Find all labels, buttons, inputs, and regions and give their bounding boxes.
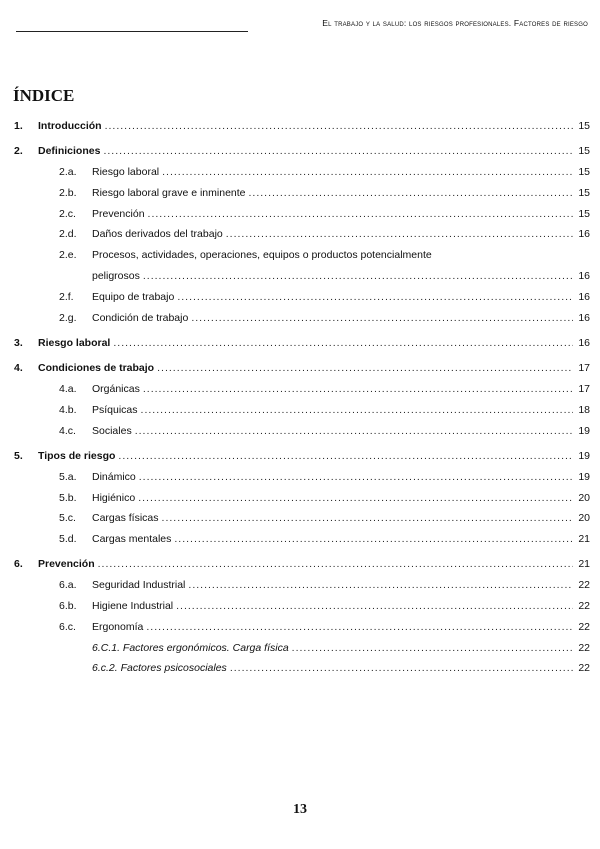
toc-entry-number: 2. bbox=[14, 145, 23, 158]
dot-leader bbox=[118, 446, 573, 467]
toc-entry-page: 16 bbox=[578, 290, 590, 303]
toc-entry-leader-line bbox=[92, 400, 576, 421]
toc-entry bbox=[0, 596, 600, 617]
dot-leader bbox=[191, 308, 573, 329]
toc-entry-number: 4.b. bbox=[59, 403, 77, 416]
toc-entry bbox=[0, 467, 600, 488]
toc-entry-leader-line bbox=[38, 141, 576, 162]
toc-entry bbox=[0, 116, 600, 137]
page-number: 13 bbox=[293, 802, 307, 817]
toc-entry-number: 5.b. bbox=[59, 491, 77, 504]
toc-entry-label: Definiciones bbox=[38, 145, 101, 158]
toc-entry-number: 4.a. bbox=[59, 383, 77, 396]
toc-entry-label: 6.C.1. Factores ergonómicos. Carga física bbox=[92, 641, 289, 654]
toc-entry-label: Sociales bbox=[92, 424, 132, 437]
toc-entry-page: 15 bbox=[578, 145, 590, 158]
toc-entry-page: 17 bbox=[578, 383, 590, 396]
toc-entry-page: 18 bbox=[578, 403, 590, 416]
dot-leader bbox=[138, 488, 573, 509]
toc-entry-leader-line bbox=[38, 358, 576, 379]
toc-entry-label: Higiénico bbox=[92, 491, 136, 504]
dot-leader bbox=[230, 658, 573, 679]
header-rule bbox=[16, 31, 248, 32]
dot-leader bbox=[139, 467, 573, 488]
toc-entry bbox=[0, 333, 600, 354]
toc-entry-leader-line bbox=[92, 658, 576, 679]
toc-entry-leader-line bbox=[92, 224, 576, 245]
dot-leader bbox=[226, 224, 573, 245]
table-of-contents bbox=[0, 116, 600, 679]
toc-entry-leader-line bbox=[92, 162, 576, 183]
toc-entry-number: 3. bbox=[14, 336, 23, 349]
toc-entry-label: Seguridad Industrial bbox=[92, 579, 186, 592]
toc-entry-page: 21 bbox=[578, 533, 590, 546]
toc-entry-leader-line bbox=[92, 488, 576, 509]
toc-entry-page: 19 bbox=[578, 424, 590, 437]
dot-leader bbox=[292, 638, 573, 659]
toc-entry-number: 5. bbox=[14, 449, 23, 462]
toc-entry bbox=[0, 183, 600, 204]
dot-leader bbox=[103, 141, 573, 162]
toc-entry bbox=[0, 421, 600, 442]
toc-entry-label: Orgánicas bbox=[92, 383, 140, 396]
toc-entry-page: 15 bbox=[578, 120, 590, 132]
toc-entry bbox=[0, 358, 600, 379]
toc-entry-label: Prevención bbox=[92, 207, 145, 220]
toc-entry-page: 22 bbox=[578, 600, 590, 613]
toc-entry-label: 6.c.2. Factores psicosociales bbox=[92, 662, 227, 675]
toc-entry bbox=[0, 245, 600, 266]
toc-entry bbox=[0, 400, 600, 421]
header-text: El trabajo y la salud: los riesgos profesionales. Factores de riesgo bbox=[322, 18, 588, 28]
toc-entry-number: 2.b. bbox=[59, 186, 77, 199]
toc-entry-label: Psíquicas bbox=[92, 403, 138, 416]
toc-entry-page: 19 bbox=[578, 470, 590, 483]
toc-entry-label: Equipo de trabajo bbox=[92, 290, 175, 303]
toc-entry-page: 17 bbox=[578, 362, 590, 375]
toc-entry-leader-line bbox=[92, 379, 576, 400]
toc-entry-number: 5.c. bbox=[59, 512, 76, 525]
dot-leader bbox=[148, 204, 573, 225]
toc-entry-leader-line bbox=[92, 183, 576, 204]
toc-entry-label: Cargas mentales bbox=[92, 533, 172, 546]
dot-leader bbox=[135, 421, 573, 442]
toc-entry-page: 16 bbox=[578, 270, 590, 283]
toc-entry-number: 6.b. bbox=[59, 600, 77, 613]
toc-entry-leader-line bbox=[92, 529, 576, 550]
toc-entry-number: 2.c. bbox=[59, 207, 76, 220]
toc-entry-page: 16 bbox=[578, 336, 590, 349]
toc-entry-number: 2.d. bbox=[59, 228, 77, 241]
toc-entry bbox=[0, 488, 600, 509]
toc-entry bbox=[0, 508, 600, 529]
toc-entry-leader-line bbox=[92, 467, 576, 488]
toc-entry-label: Condiciones de trabajo bbox=[38, 362, 155, 375]
toc-entry-leader-line bbox=[92, 308, 576, 329]
toc-entry-page: 16 bbox=[578, 228, 590, 241]
toc-entry-label: Prevención bbox=[38, 558, 95, 571]
toc-entry-page: 20 bbox=[578, 512, 590, 525]
toc-entry-label: Dinámico bbox=[92, 470, 136, 483]
toc-entry-leader-line bbox=[92, 596, 576, 617]
page-title: ÍNDICE bbox=[13, 86, 75, 105]
toc-entry-leader-line bbox=[92, 287, 576, 308]
dot-leader bbox=[143, 379, 573, 400]
dot-leader bbox=[176, 596, 573, 617]
toc-entry bbox=[0, 224, 600, 245]
toc-entry-page: 15 bbox=[578, 186, 590, 199]
toc-entry bbox=[0, 141, 600, 162]
toc-entry-label: Daños derivados del trabajo bbox=[92, 228, 223, 241]
toc-entry-label: Procesos, actividades, operaciones, equipos o productos potencialmente bbox=[92, 249, 432, 262]
toc-entry-number: 6. bbox=[14, 558, 23, 571]
toc-entry bbox=[0, 204, 600, 225]
toc-entry-page: 15 bbox=[578, 207, 590, 220]
dot-leader bbox=[141, 400, 573, 421]
toc-entry-number: 5.d. bbox=[59, 533, 77, 546]
toc-entry-number: 2.f. bbox=[59, 290, 74, 303]
toc-entry bbox=[0, 308, 600, 329]
toc-entry-number: 5.a. bbox=[59, 470, 77, 483]
dot-leader bbox=[162, 162, 573, 183]
toc-entry-leader-line bbox=[38, 333, 576, 354]
toc-entry-leader-line bbox=[92, 204, 576, 225]
toc-entry-number: 2.e. bbox=[59, 249, 77, 262]
toc-entry-leader-line bbox=[38, 116, 576, 137]
dot-leader bbox=[113, 333, 573, 354]
dot-leader bbox=[188, 575, 573, 596]
toc-entry-page: 20 bbox=[578, 491, 590, 504]
toc-entry-leader-line bbox=[92, 575, 576, 596]
toc-entry bbox=[0, 575, 600, 596]
toc-entry-leader-line bbox=[92, 266, 576, 287]
dot-leader bbox=[146, 617, 573, 638]
toc-entry bbox=[0, 379, 600, 400]
toc-entry bbox=[0, 554, 600, 575]
dot-leader bbox=[157, 358, 573, 379]
toc-entry-number: 4.c. bbox=[59, 424, 76, 437]
toc-entry-leader-line bbox=[92, 617, 576, 638]
dot-leader bbox=[249, 183, 573, 204]
toc-entry bbox=[0, 162, 600, 183]
toc-entry-label: Tipos de riesgo bbox=[38, 449, 116, 462]
toc-entry-page: 22 bbox=[578, 662, 590, 675]
toc-entry-label: Riesgo laboral bbox=[92, 166, 160, 179]
toc-entry-page: 22 bbox=[578, 641, 590, 654]
toc-entry-page: 22 bbox=[578, 579, 590, 592]
toc-entry-number: 2.g. bbox=[59, 311, 77, 324]
toc-entry bbox=[0, 446, 600, 467]
toc-entry-leader-line bbox=[38, 446, 576, 467]
toc-entry-leader-line bbox=[92, 638, 576, 659]
toc-entry-page: 21 bbox=[578, 558, 590, 571]
toc-entry-label: peligrosos bbox=[92, 270, 140, 283]
toc-entry-page: 16 bbox=[578, 311, 590, 324]
dot-leader bbox=[174, 529, 573, 550]
toc-entry-page: 15 bbox=[578, 166, 590, 179]
toc-entry-label: Ergonomía bbox=[92, 620, 144, 633]
toc-entry bbox=[0, 638, 600, 659]
running-header bbox=[16, 18, 588, 34]
toc-entry bbox=[0, 266, 600, 287]
dot-leader bbox=[98, 554, 573, 575]
toc-entry bbox=[0, 617, 600, 638]
toc-entry-label: Condición de trabajo bbox=[92, 311, 189, 324]
toc-entry-number: 6.c. bbox=[59, 620, 76, 633]
toc-entry-number: 2.a. bbox=[59, 166, 77, 179]
toc-entry-label: Riesgo laboral grave e inminente bbox=[92, 186, 246, 199]
toc-entry-label: Introducción bbox=[38, 120, 102, 132]
dot-leader bbox=[162, 508, 573, 529]
toc-entry-number: 1. bbox=[14, 120, 23, 132]
toc-entry-number: 4. bbox=[14, 362, 23, 375]
toc-entry bbox=[0, 287, 600, 308]
toc-entry-leader-line bbox=[92, 508, 576, 529]
toc-entry-leader-line bbox=[92, 421, 576, 442]
toc-entry-page: 22 bbox=[578, 620, 590, 633]
toc-entry-label: Higiene Industrial bbox=[92, 600, 174, 613]
toc-entry-number: 6.a. bbox=[59, 579, 77, 592]
dot-leader bbox=[105, 116, 573, 137]
toc-entry-label: Riesgo laboral bbox=[38, 336, 111, 349]
toc-entry-page: 19 bbox=[578, 449, 590, 462]
toc-entry-leader-line bbox=[38, 554, 576, 575]
toc-entry bbox=[0, 658, 600, 679]
toc-entry-label: Cargas físicas bbox=[92, 512, 159, 525]
toc-entry bbox=[0, 529, 600, 550]
dot-leader bbox=[177, 287, 573, 308]
dot-leader bbox=[143, 266, 573, 287]
